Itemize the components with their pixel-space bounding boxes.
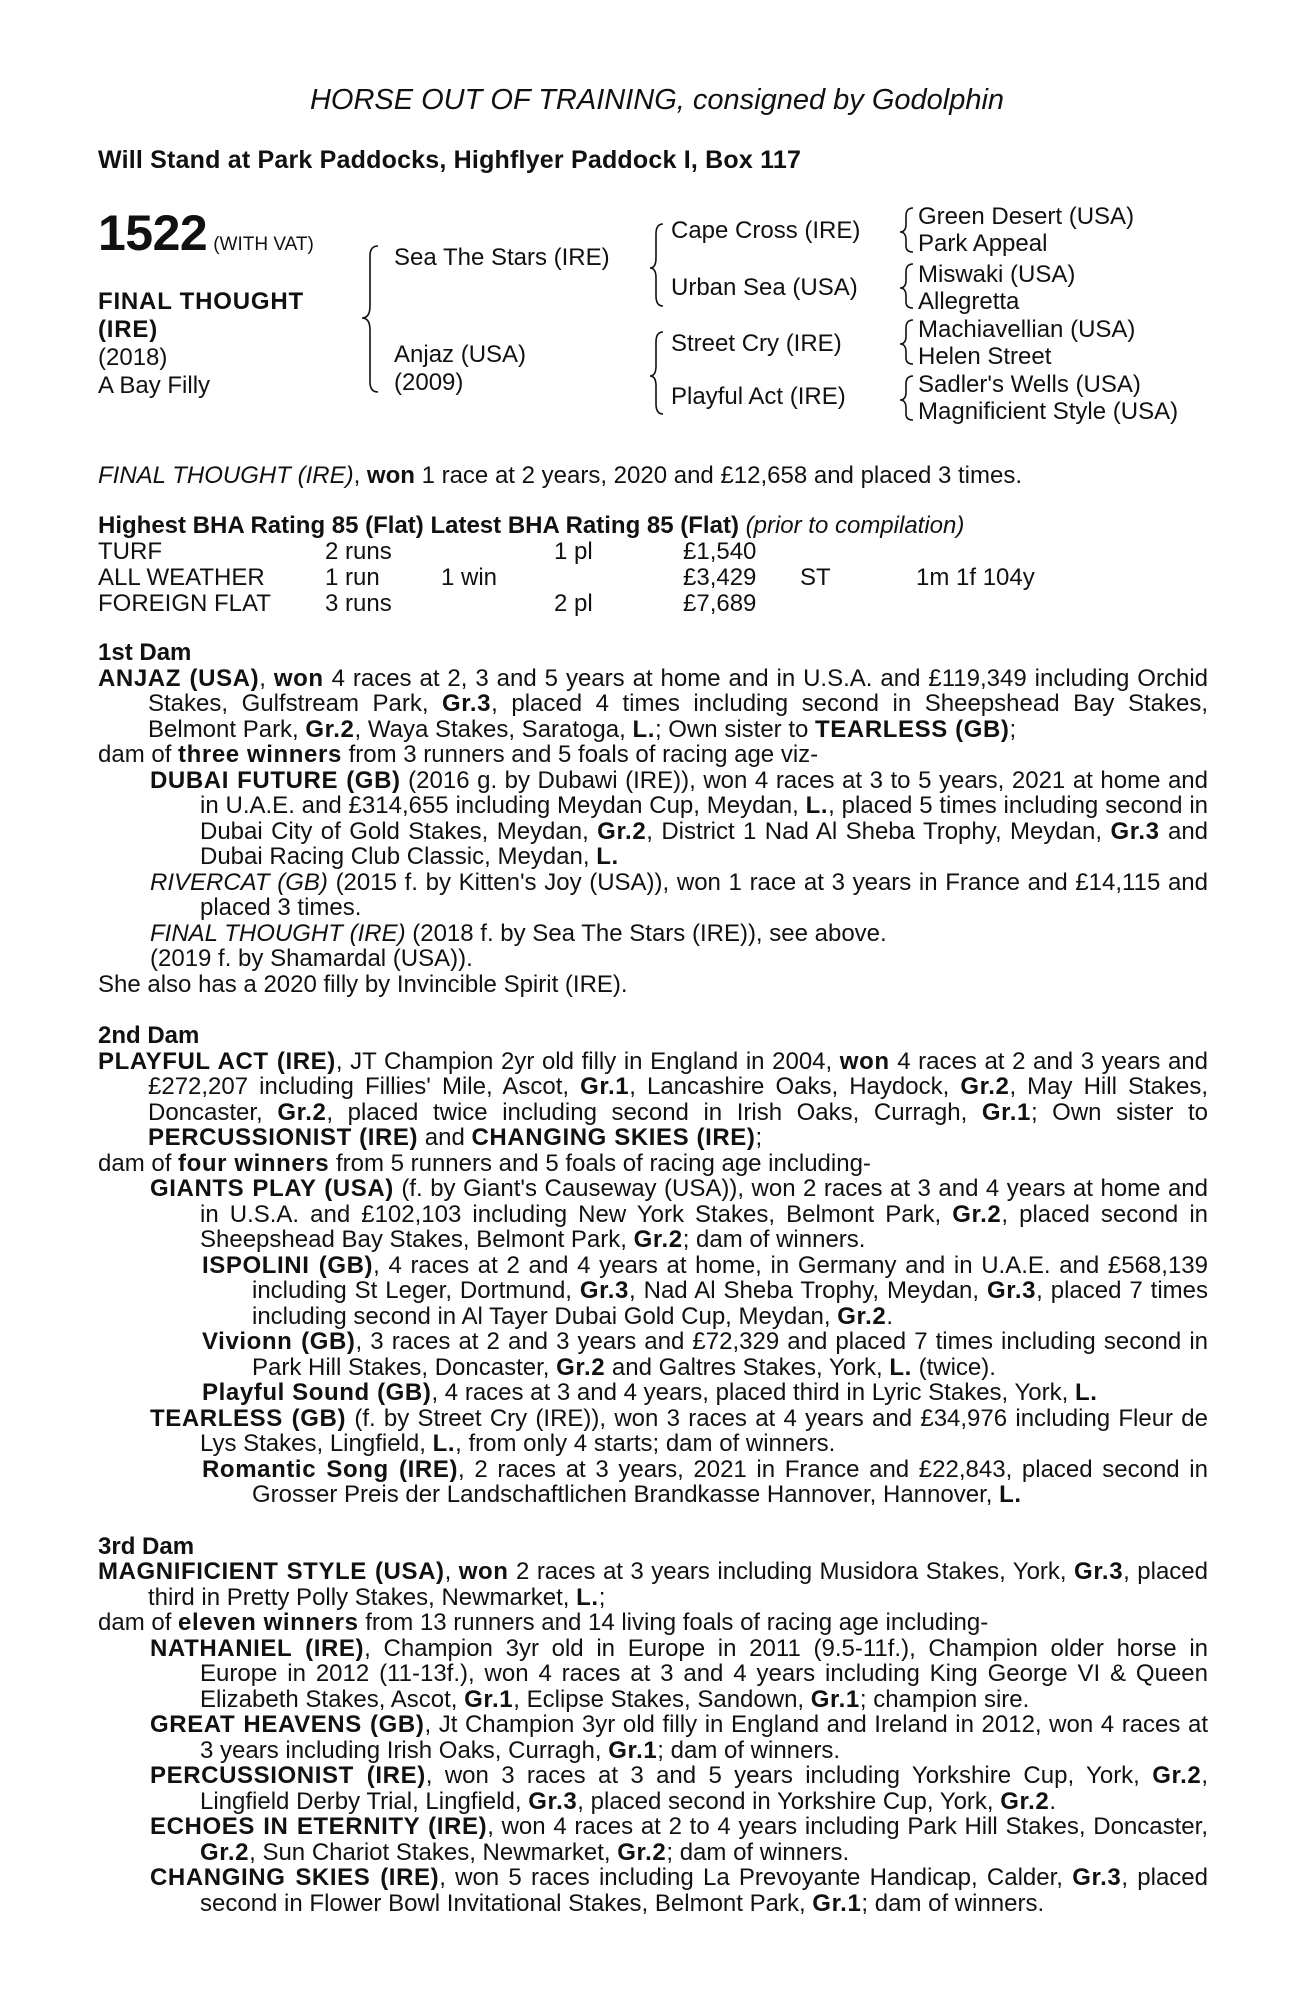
rating-heading bbox=[98, 512, 964, 540]
record-text: , 4 races at 2 and 4 years at home, in Germany and in U.A.E. and £568,139 including St Leger, Dortmund, bbox=[252, 1251, 1208, 1304]
record-text: (f. by Giant's Causeway (USA)), won 2 races at 3 and 4 years at home and in U.S.A. and £102,103 including New York Stakes, Belmont Park, bbox=[200, 1175, 1209, 1228]
produce-record bbox=[98, 640, 1208, 1916]
record-text: ; dam of winners. bbox=[682, 1226, 866, 1253]
horse-name: CHANGING SKIES (IRE) bbox=[150, 1864, 440, 1891]
rating-row-distance: 1m 1f 104y bbox=[916, 564, 1035, 591]
foal-record bbox=[150, 1176, 1208, 1253]
foal-record bbox=[202, 1457, 1208, 1508]
record-text: , 3 races at 2 and 3 years and £72,329 and placed 7 times including second in Park Hill Stakes, Doncaster, bbox=[252, 1328, 1209, 1381]
record-text: dam of bbox=[98, 1149, 172, 1177]
horse-name: ECHOES IN ETERNITY (IRE) bbox=[150, 1813, 488, 1840]
foal-record bbox=[202, 1329, 1208, 1380]
listed: L. bbox=[432, 1430, 456, 1457]
rating-row-runs: 1 run bbox=[325, 564, 380, 591]
stand-location: Will Stand at Park Paddocks, Highflyer Paddock I, Box 117 bbox=[98, 146, 802, 174]
horse-name: PERCUSSIONIST (IRE) bbox=[148, 1124, 419, 1151]
rating-row-wins: 1 win bbox=[441, 564, 498, 591]
record-text: , Sun Chariot Stakes, Newmarket, bbox=[249, 1838, 611, 1866]
record-text: and bbox=[424, 1124, 465, 1151]
record-text: , Jt Champion 3yr old filly in England and Ireland in 2012, won 4 races at 3 years including Irish Oaks, Curragh, bbox=[200, 1711, 1209, 1764]
record-text: ; dam of winners. bbox=[861, 1889, 1045, 1917]
brace-playful-act bbox=[900, 376, 913, 420]
listed: L. bbox=[576, 1583, 599, 1611]
rating-row-pl: 2 pl bbox=[554, 590, 593, 617]
foal-record bbox=[150, 1814, 1208, 1865]
brace-dam bbox=[650, 332, 663, 414]
rating-row-prize: £1,540 bbox=[683, 538, 757, 565]
won-label: won bbox=[458, 1558, 509, 1585]
record-text: , Lancashire Oaks, Haydock, bbox=[629, 1073, 950, 1100]
summary-won: won bbox=[366, 462, 415, 489]
record-text: ; champion sire. bbox=[859, 1685, 1030, 1713]
foal-record bbox=[150, 921, 1208, 947]
record-text: , 2 races at 3 years, 2021 in France and £22,843, placed second in Grosser Preis der Landschaftlichen Brandkasse Hannover, Hannover, bbox=[252, 1455, 1208, 1508]
record-text: and Galtres Stakes, York, bbox=[611, 1353, 883, 1381]
record-text: , placed twice including second in Irish Oaks, Curragh, bbox=[326, 1098, 968, 1126]
grade: Gr.2 bbox=[597, 817, 647, 845]
horse-name: RIVERCAT (GB) bbox=[150, 868, 328, 896]
rating-title: Highest BHA Rating 85 (Flat) Latest BHA Rating 85 (Flat) bbox=[98, 512, 739, 539]
record-text: , Champion 3yr old in Europe in 2011 (9.5-11f.), Champion older horse in Europe in 2012 (11-13f.), won 4 races at 3 and 4 years including King George VI & Queen Elizabeth Stakes, Ascot, bbox=[200, 1634, 1208, 1713]
pedigree-dam-dam: Playful Act (IRE) bbox=[671, 383, 846, 410]
vat-note: (WITH VAT) bbox=[213, 234, 314, 255]
grade: Gr.2 bbox=[556, 1353, 606, 1381]
brace-cape-cross bbox=[900, 208, 913, 252]
record-text: ; dam of winners. bbox=[666, 1838, 850, 1866]
grade: Gr.2 bbox=[305, 715, 355, 743]
listed: L. bbox=[596, 843, 619, 870]
record-text: , placed 7 times including second in Al Tayer Dubai Gold Cup, Meydan, bbox=[252, 1277, 1208, 1330]
rating-row-prize: £7,689 bbox=[683, 590, 757, 617]
record-text: from 5 runners and 5 foals of racing age including- bbox=[335, 1149, 871, 1177]
foal-record bbox=[150, 768, 1208, 870]
winners-count: eleven winners bbox=[178, 1609, 359, 1636]
record-text: ; dam of winners. bbox=[657, 1736, 841, 1764]
pedigree-dam-year: (2009) bbox=[394, 369, 464, 396]
record-text: , Lingfield Derby Trial, Lingfield, bbox=[200, 1762, 1209, 1815]
horse-name: ISPOLINI (GB) bbox=[202, 1251, 374, 1279]
horse-name: Romantic Song (IRE) bbox=[202, 1455, 459, 1483]
record-text: , won 3 races at 3 and 5 years including Yorkshire Cup, York, bbox=[425, 1762, 1140, 1789]
record-text: 4 races at 2, 3 and 5 years at home and in U.S.A. and £119,349 including Orchid Stakes, Gulfstream Park, bbox=[148, 664, 1208, 717]
pedigree-dam: Anjaz (USA) bbox=[394, 341, 527, 368]
foal-record bbox=[202, 1380, 1208, 1406]
listed: L. bbox=[889, 1353, 912, 1381]
record-text: (2015 f. by Kitten's Joy (USA)), won 1 race at 3 years in France and £14,115 and placed 3 times. bbox=[200, 868, 1209, 921]
record-text: ; Own sister to bbox=[654, 715, 809, 743]
record-text: , placed 5 times including second in Dubai City of Gold Stakes, Meydan, bbox=[200, 792, 1208, 845]
record-text: dam of bbox=[98, 1609, 172, 1636]
rating-row-going: ST bbox=[800, 564, 831, 591]
rating-row-pl: 1 pl bbox=[554, 538, 593, 565]
rating-row-type: FOREIGN FLAT bbox=[98, 590, 271, 617]
record-text: , May Hill Stakes, Doncaster, bbox=[148, 1073, 1209, 1126]
first-dam-heading: 1st Dam bbox=[98, 639, 192, 666]
record-text: , won 5 races including La Prevoyante Handicap, Calder, bbox=[439, 1864, 1063, 1891]
record-text: , 4 races at 3 and 4 years, placed third in Lyric Stakes, York, bbox=[431, 1379, 1069, 1406]
pedigree-ddd: Magnificient Style (USA) bbox=[918, 398, 1179, 425]
grade: Gr.3 bbox=[528, 1787, 578, 1815]
brace-urban-sea bbox=[900, 264, 913, 308]
grade: Gr.2 bbox=[200, 1838, 250, 1866]
record-text: from 13 runners and 14 living foals of racing age including- bbox=[365, 1609, 989, 1636]
horse-name: FINAL THOUGHT (IRE) bbox=[150, 919, 406, 947]
horse-name: FINAL THOUGHT (IRE) bbox=[98, 288, 304, 343]
grade: Gr.1 bbox=[608, 1736, 658, 1764]
first-dam-record: ANJAZ (USA), won 4 races at 2, 3 and 5 years at home and in U.S.A. and £119,349 including Orchid Stakes, Gulfstream Park, Gr.3, placed 4 times including second in Sheepshead Bay Stakes, Belmont Park, Gr.2, Waya Stakes, Saratoga, L.; Own sister to TEARLESS (GB); bbox=[98, 664, 1208, 743]
horse-name: PLAYFUL ACT (IRE) bbox=[98, 1047, 336, 1075]
record-text: from 3 runners and 5 foals of racing age viz- bbox=[348, 741, 819, 768]
second-dam-heading: 2nd Dam bbox=[98, 1022, 200, 1049]
horse-name: PERCUSSIONIST (IRE) bbox=[150, 1762, 426, 1789]
foal-note: She also has a 2020 filly by Invincible Spirit (IRE). bbox=[98, 970, 628, 998]
brace-street-cry bbox=[900, 320, 913, 364]
listed: L. bbox=[1074, 1379, 1098, 1406]
grade: Gr.2 bbox=[952, 1200, 1002, 1228]
grade: Gr.3 bbox=[1072, 1864, 1122, 1891]
horse-description: A Bay Filly bbox=[98, 372, 211, 399]
lot-number: 1522 bbox=[98, 205, 208, 261]
summary-horse-name: FINAL THOUGHT (IRE) bbox=[98, 462, 354, 489]
pedigree-sire-dam: Urban Sea (USA) bbox=[671, 274, 858, 301]
listed: L. bbox=[632, 715, 655, 743]
record-text: . bbox=[1049, 1787, 1057, 1815]
record-text: , District 1 Nad Al Sheba Trophy, Meydan, bbox=[646, 817, 1103, 845]
record-text: . bbox=[886, 1302, 894, 1330]
grade: Gr.2 bbox=[277, 1098, 327, 1126]
horse-name: Vivionn (GB) bbox=[202, 1328, 356, 1355]
rating-row-type: TURF bbox=[98, 538, 162, 565]
horse-name: TEARLESS (GB) bbox=[150, 1404, 347, 1432]
horse-name: CHANGING SKIES (IRE) bbox=[471, 1124, 756, 1151]
foal-record bbox=[150, 1763, 1208, 1814]
pedigree-ssd: Park Appeal bbox=[918, 230, 1048, 257]
grade: Gr.1 bbox=[981, 1098, 1031, 1126]
grade: Gr.3 bbox=[1110, 817, 1160, 845]
third-dam-record: MAGNIFICIENT STYLE (USA), won 2 races at 3 years including Musidora Stakes, York, Gr.3, placed third in Pretty Polly Stakes, Newmarket, L.; bbox=[98, 1558, 1208, 1611]
record-text: , placed second in Sheepshead Bay Stakes, Belmont Park, bbox=[200, 1200, 1209, 1253]
horse-year: (2018) bbox=[98, 344, 168, 371]
grade: Gr.2 bbox=[960, 1073, 1010, 1100]
pedigree-sire-sire: Cape Cross (IRE) bbox=[671, 217, 861, 244]
brace-sire-dam bbox=[362, 246, 378, 392]
page-title: HORSE OUT OF TRAINING, consigned by Godolphin bbox=[309, 84, 1005, 116]
record-text: , Eclipse Stakes, Sandown, bbox=[513, 1685, 805, 1713]
pedigree-sds: Miswaki (USA) bbox=[918, 261, 1076, 288]
grade: Gr.1 bbox=[810, 1685, 860, 1713]
won-label: won bbox=[839, 1047, 890, 1075]
brace-sire bbox=[650, 224, 663, 306]
summary-text: 1 race at 2 years, 2020 and £12,658 and placed 3 times. bbox=[421, 462, 1022, 489]
pedigree-dsd: Helen Street bbox=[918, 343, 1052, 370]
first-dam-produce bbox=[98, 742, 1208, 768]
record-text: (2016 g. by Dubawi (IRE)), won 4 races at 3 to 5 years, 2021 at home and in U.A.E. and £314,655 including Meydan Cup, Meydan, bbox=[200, 766, 1209, 819]
grade: Gr.3 bbox=[1074, 1558, 1124, 1585]
rating-row-prize: £3,429 bbox=[683, 564, 757, 591]
horse-name: DUBAI FUTURE (GB) bbox=[150, 766, 401, 794]
horse-name: TEARLESS (GB) bbox=[815, 715, 1010, 743]
record-text: , JT Champion 2yr old filly in England in 2004, bbox=[335, 1047, 833, 1075]
record-text: , won 4 races at 2 to 4 years including Park Hill Stakes, Doncaster, bbox=[487, 1813, 1208, 1840]
record-text: ; bbox=[1009, 715, 1017, 743]
record-text: dam of bbox=[98, 741, 172, 768]
foal-record bbox=[150, 1865, 1208, 1916]
record-text: ; Own sister to bbox=[1030, 1098, 1209, 1126]
third-dam-heading: 3rd Dam bbox=[98, 1532, 195, 1560]
foal-record bbox=[202, 1253, 1208, 1330]
record-text: , placed 4 times including second in Sheepshead Bay Stakes, Belmont Park, bbox=[148, 690, 1208, 743]
horse-name: GIANTS PLAY (USA) bbox=[150, 1175, 394, 1202]
record-text: , placed third in Pretty Polly Stakes, Newmarket, bbox=[148, 1558, 1208, 1611]
record-text: (2018 f. by Sea The Stars (IRE)), see above. bbox=[412, 919, 887, 947]
rating-row-runs: 3 runs bbox=[325, 590, 392, 617]
record-text: , Nad Al Sheba Trophy, Meydan, bbox=[629, 1277, 980, 1304]
record-text: , placed second in Flower Bowl Invitational Stakes, Belmont Park, bbox=[200, 1864, 1208, 1917]
pedigree-dam-sire: Street Cry (IRE) bbox=[671, 330, 842, 357]
horse-name: GREAT HEAVENS (GB) bbox=[150, 1711, 425, 1738]
horse-name: Playful Sound (GB) bbox=[202, 1379, 432, 1406]
winners-count: three winners bbox=[178, 741, 342, 768]
rating-row-type: ALL WEATHER bbox=[98, 564, 265, 591]
grade: Gr.2 bbox=[837, 1302, 887, 1330]
record-text: 4 races at 2 and 3 years and £272,207 including Fillies' Mile, Ascot, bbox=[148, 1047, 1208, 1100]
race-summary: FINAL THOUGHT (IRE), won 1 race at 2 years, 2020 and £12,658 and placed 3 times. bbox=[98, 462, 1022, 489]
record-text: ; bbox=[755, 1124, 763, 1151]
pedigree-sire: Sea The Stars (IRE) bbox=[394, 244, 610, 271]
grade: Gr.2 bbox=[617, 1838, 667, 1866]
grade: Gr.2 bbox=[1152, 1762, 1202, 1789]
second-dam-record bbox=[98, 1049, 1208, 1151]
record-text: , from only 4 starts; dam of winners. bbox=[455, 1430, 836, 1457]
foal-record: (2019 f. by Shamardal (USA)). bbox=[150, 945, 473, 972]
grade: Gr.1 bbox=[812, 1889, 862, 1917]
listed: L. bbox=[999, 1481, 1022, 1508]
horse-name: MAGNIFICIENT STYLE (USA) bbox=[98, 1558, 445, 1585]
record-text: (f. by Street Cry (IRE)), won 3 races at 4 years and £34,976 including Fleur de Lys Stakes, Lingfield, bbox=[200, 1404, 1209, 1457]
listed: L. bbox=[805, 792, 829, 819]
foal-record bbox=[150, 1636, 1208, 1713]
grade: Gr.2 bbox=[1000, 1787, 1050, 1815]
record-text: and Dubai Racing Club Classic, Meydan, bbox=[200, 817, 1209, 870]
foal-record bbox=[150, 870, 1208, 921]
pedigree-dss: Machiavellian (USA) bbox=[918, 316, 1136, 343]
pedigree-dds: Sadler's Wells (USA) bbox=[918, 371, 1141, 398]
second-dam-produce bbox=[98, 1151, 1208, 1177]
record-text: ; bbox=[598, 1583, 606, 1611]
rating-row-runs: 2 runs bbox=[325, 538, 392, 565]
grade: Gr.3 bbox=[442, 690, 492, 717]
foal-record bbox=[150, 1406, 1208, 1457]
record-text: 2 races at 3 years including Musidora Stakes, York, bbox=[516, 1558, 1067, 1585]
third-dam-produce bbox=[98, 1610, 1208, 1636]
pedigree-sdd: Allegretta bbox=[918, 288, 1020, 315]
record-text: (twice). bbox=[918, 1353, 996, 1381]
horse-name: NATHANIEL (IRE) bbox=[150, 1634, 365, 1662]
horse-name: ANJAZ (USA) bbox=[98, 664, 260, 692]
grade: Gr.1 bbox=[464, 1685, 514, 1713]
pedigree-sss: Green Desert (USA) bbox=[918, 203, 1135, 230]
foal-record bbox=[150, 1712, 1208, 1763]
rating-note: (prior to compilation) bbox=[745, 512, 965, 539]
grade: Gr.3 bbox=[987, 1277, 1037, 1304]
grade: Gr.3 bbox=[579, 1277, 630, 1304]
record-text: , placed second in Yorkshire Cup, York, bbox=[577, 1787, 994, 1815]
grade: Gr.2 bbox=[633, 1226, 683, 1253]
won-label: won bbox=[273, 664, 324, 692]
winners-count: four winners bbox=[178, 1149, 330, 1177]
record-text: , Waya Stakes, Saratoga, bbox=[354, 715, 626, 743]
grade: Gr.1 bbox=[580, 1073, 630, 1100]
